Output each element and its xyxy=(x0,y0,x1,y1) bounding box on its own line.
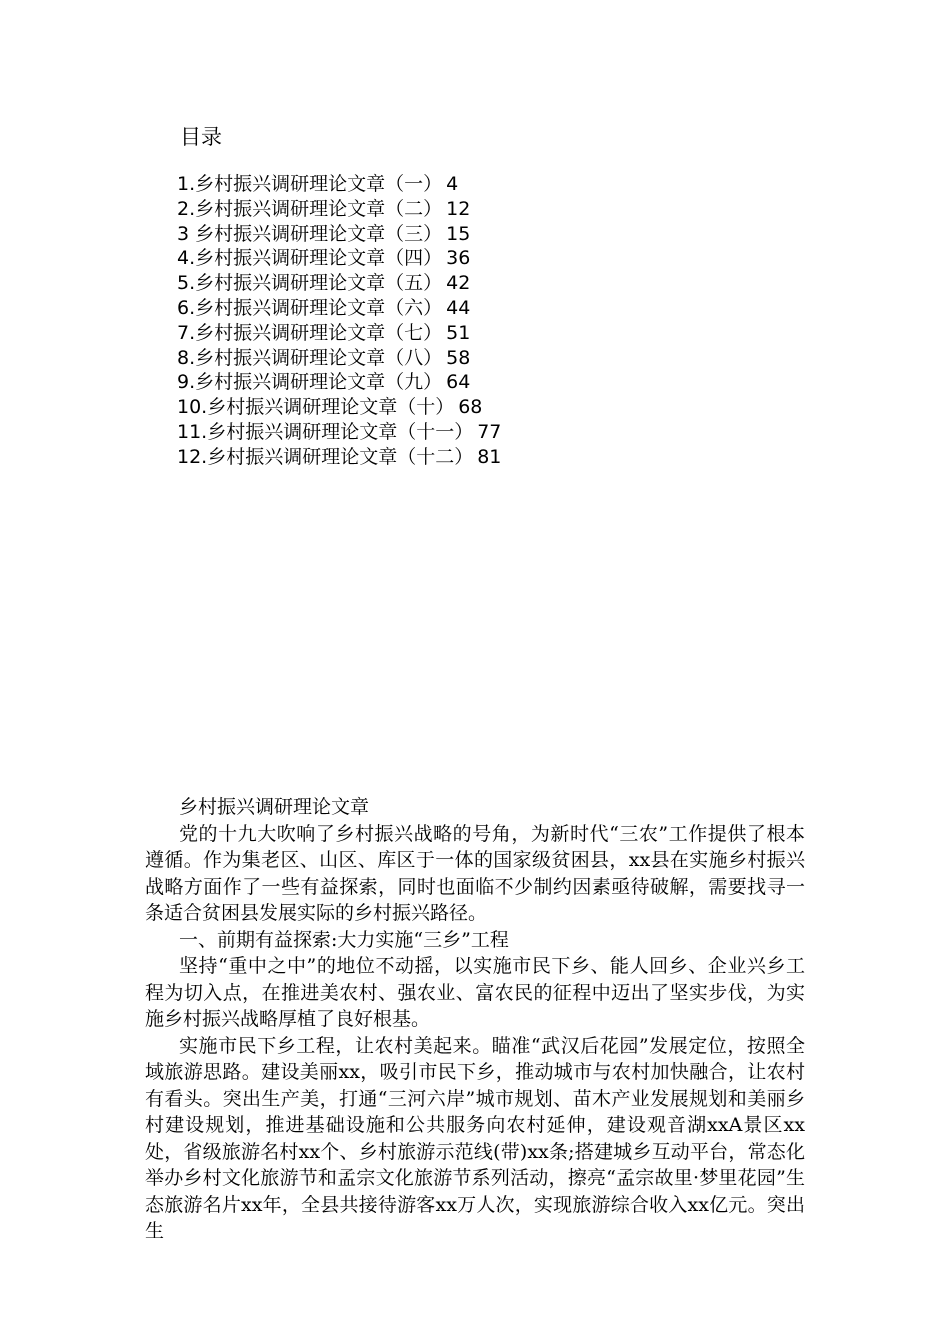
toc-item xyxy=(177,395,501,420)
toc-item-page: 51 xyxy=(446,321,471,344)
article-section-heading: 一、前期有益探索:大力实施“三乡”工程 xyxy=(179,928,509,951)
toc-item-label: 12.乡村振兴调研理论文章（十二） xyxy=(177,445,474,468)
toc-item-page: 77 xyxy=(477,420,502,443)
toc-item-page: 64 xyxy=(446,371,471,394)
toc-item-label: 1.乡村振兴调研理论文章（一） xyxy=(177,173,443,195)
toc-item-label: 10.乡村振兴调研理论文章（十） xyxy=(177,396,455,419)
toc-item-page: 36 xyxy=(446,247,471,270)
toc-item-page: 68 xyxy=(458,396,483,419)
toc-item-label: 2.乡村振兴调研理论文章（二） xyxy=(177,197,443,220)
toc-item-page: 42 xyxy=(446,272,471,295)
toc-item xyxy=(177,346,501,371)
toc-item-page: 12 xyxy=(446,197,471,220)
toc-item xyxy=(177,420,501,445)
toc-item-page: 58 xyxy=(446,346,471,369)
toc-item xyxy=(177,321,501,346)
toc-item xyxy=(177,197,501,222)
toc-item-label: 8.乡村振兴调研理论文章（八） xyxy=(177,346,443,369)
article-paragraph: 坚持“重中之中”的地位不动摇，以实施市民下乡、能人回乡、企业兴乡工程为切入点，在推进美农村、强农业、富农民的征程中迈出了坚实步伐，为实施乡村振兴战略厚植了良好根基。 xyxy=(145,955,805,1030)
toc-item-label: 4.乡村振兴调研理论文章（四） xyxy=(177,247,443,270)
toc-item xyxy=(177,246,501,271)
article-paragraph: 党的十九大吹响了乡村振兴战略的号角，为新时代“三农”工作提供了根本遵循。作为集老区、山区、库区于一体的国家级贫困县，xx县在实施乡村振兴战略方面作了一些有益探索，同时也面临不少制约因素亟待破解，需要找寻一条适合贫困县发展实际的乡村振兴路径。 xyxy=(145,822,805,924)
toc-item xyxy=(177,296,501,321)
toc-item-page: 81 xyxy=(477,445,502,468)
toc-item xyxy=(177,445,501,470)
toc-item-label: 7.乡村振兴调研理论文章（七） xyxy=(177,321,443,344)
toc-item-label: 6.乡村振兴调研理论文章（六） xyxy=(177,296,443,319)
toc-list xyxy=(177,172,501,470)
toc-item-page: 15 xyxy=(446,222,471,245)
toc-item-label: 3 乡村振兴调研理论文章（三） xyxy=(177,222,443,245)
toc-item xyxy=(177,271,501,296)
toc-item-page: 4 xyxy=(446,173,459,195)
article-title: 乡村振兴调研理论文章 xyxy=(179,796,370,818)
toc-item-label: 9.乡村振兴调研理论文章（九） xyxy=(177,371,443,394)
toc-item xyxy=(177,222,501,247)
toc-item xyxy=(177,172,501,197)
toc-title: 目录 xyxy=(180,125,222,149)
article-paragraph: 实施市民下乡工程，让农村美起来。瞄准“武汉后花园”发展定位，按照全域旅游思路。建设美丽xx，吸引市民下乡，推动城市与农村加快融合，让农村有看头。突出生产美，打通“三河六岸”城市规划、苗木产业发展规划和美丽乡村建设规划，推进基础设施和公共服务向农村延伸，建设观音湖xxA景区xx处，省级旅游名村xx个、乡村旅游示范线(带)xx条;搭建城乡互动平台，常态化举办乡村文化旅游节和孟宗文化旅游节系列活动，擦亮“孟宗故里·梦里花园”生态旅游名片xx年，全县共接待游客xx万人次，实现旅游综合收入xx亿元。突出生 xyxy=(145,1034,805,1242)
toc-item xyxy=(177,370,501,395)
toc-item-page: 44 xyxy=(446,296,471,319)
toc-item-label: 11.乡村振兴调研理论文章（十一） xyxy=(177,420,474,443)
article-body xyxy=(145,794,805,1245)
toc-item-label: 5.乡村振兴调研理论文章（五） xyxy=(177,272,443,295)
